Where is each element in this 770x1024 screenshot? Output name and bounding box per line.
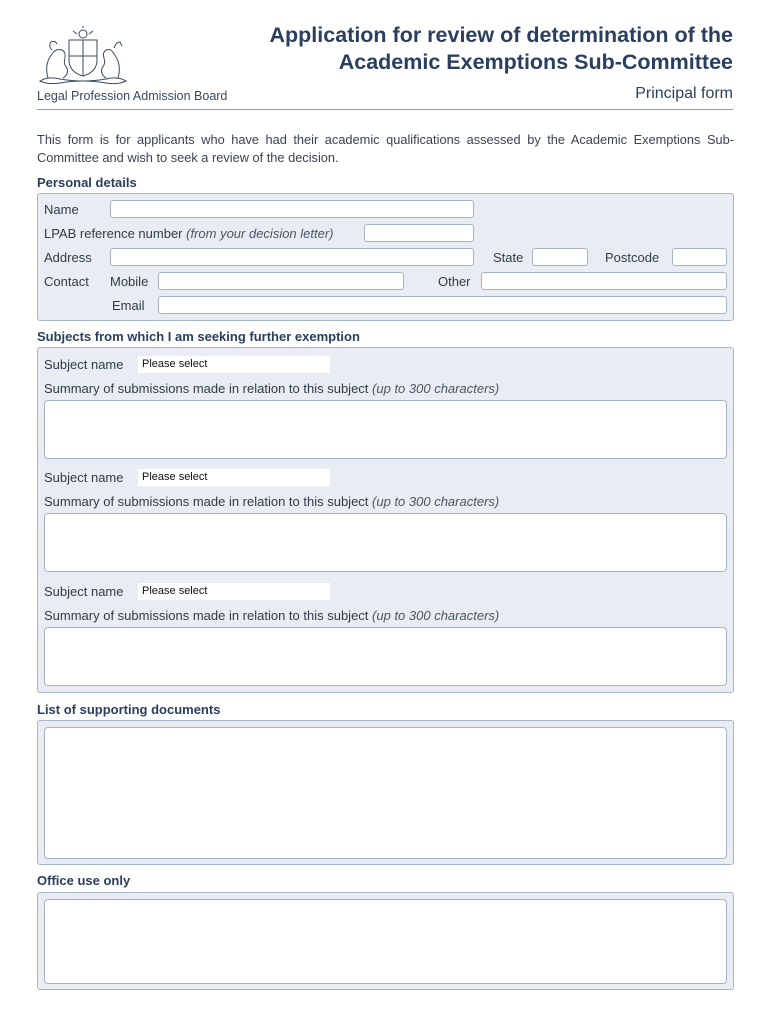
intro-text: This form is for applicants who have had their academic qualifications assessed by the Academic Exemptions Sub-Committee and wish to seek a review of the decision. [37,132,734,165]
subjects-heading: Subjects from which I am seeking further exemption [37,329,360,344]
summary-label [44,381,499,396]
supporting-documents-panel [37,720,734,865]
summary-label-text: Summary of submissions made in relation to this subject [44,381,369,396]
address-label: Address [44,250,92,265]
subject-select[interactable]: Please select [138,583,330,600]
personal-details-panel [37,193,734,321]
summary-textarea[interactable] [44,627,727,686]
supporting-documents-textarea[interactable] [44,727,727,859]
summary-label-text: Summary of submissions made in relation to this subject [44,608,369,623]
lpab-label [44,226,334,241]
summary-hint: (up to 300 characters) [372,494,500,509]
summary-label [44,494,499,509]
name-label: Name [44,202,79,217]
supporting-documents-heading: List of supporting documents [37,702,221,717]
form-title-line2: Academic Exemptions Sub-Committee [338,50,733,74]
contact-label: Contact [44,274,89,289]
mobile-label: Mobile [110,274,149,289]
postcode-label: Postcode [605,250,660,265]
summary-textarea[interactable] [44,400,727,459]
form-title [270,22,733,76]
subject-name-label: Subject name [44,470,124,485]
state-field[interactable] [532,248,588,266]
email-label: Email [112,298,145,313]
header-divider [37,109,733,110]
other-contact-field[interactable] [481,272,727,290]
summary-hint: (up to 300 characters) [372,381,500,396]
state-label: State [493,250,524,265]
name-field[interactable] [110,200,474,218]
mobile-field[interactable] [158,272,404,290]
lpab-label-text: LPAB reference number [44,226,183,241]
postcode-field[interactable] [672,248,727,266]
lpab-hint: (from your decision letter) [186,226,334,241]
summary-label-text: Summary of submissions made in relation to this subject [44,494,369,509]
office-use-heading: Office use only [37,873,131,888]
summary-textarea[interactable] [44,513,727,572]
other-label: Other [438,274,471,289]
email-field[interactable] [158,296,727,314]
subject-select[interactable]: Please select [138,356,330,373]
summary-hint: (up to 300 characters) [372,608,500,623]
form-title-line1: Application for review of determination of the [269,23,733,47]
form-type: Principal form [635,85,733,102]
organisation-name: Legal Profession Admission Board [37,89,228,103]
subject-name-label: Subject name [44,584,124,599]
subject-name-label: Subject name [44,357,124,372]
office-use-box[interactable] [44,899,727,984]
personal-details-heading: Personal details [37,175,137,190]
address-field[interactable] [110,248,474,266]
office-use-panel [37,892,734,990]
nsw-coat-of-arms-logo [36,26,130,88]
subjects-panel [37,347,734,693]
subject-select[interactable]: Please select [138,469,330,486]
summary-label [44,608,499,623]
lpab-reference-field[interactable] [364,224,474,242]
